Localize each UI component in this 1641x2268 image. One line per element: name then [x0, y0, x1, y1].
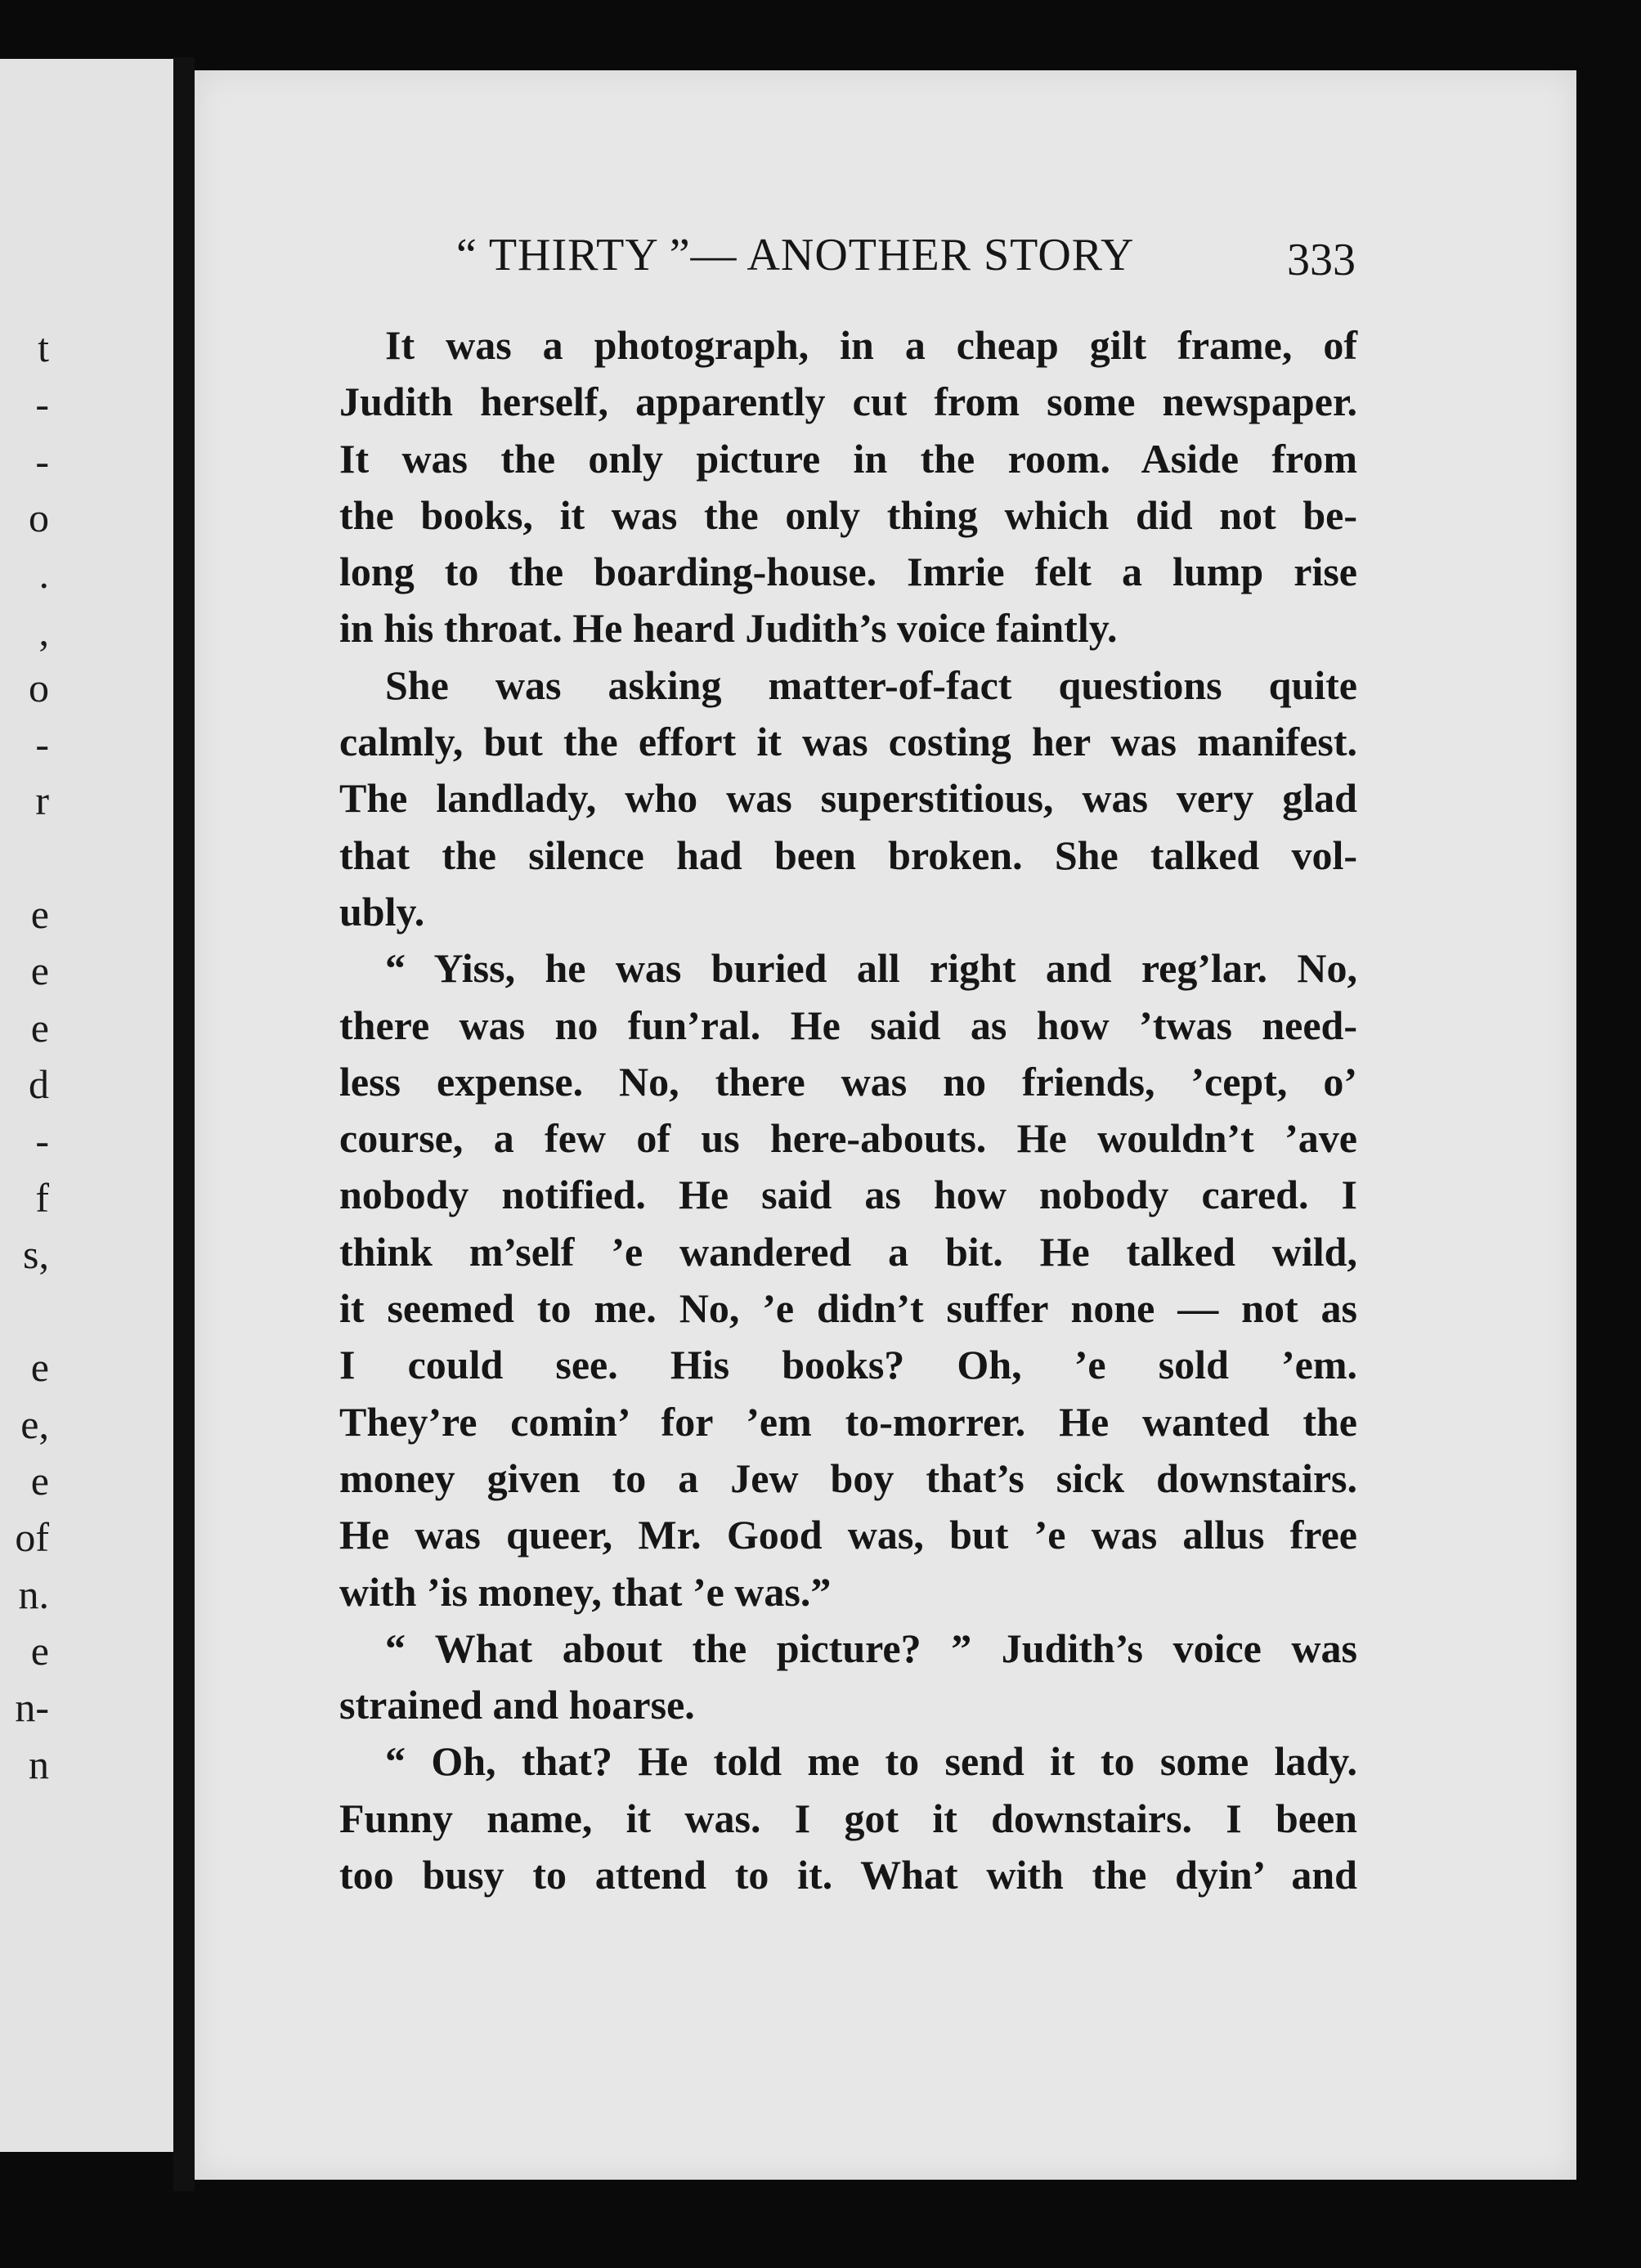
text-line: that the silence had been broken. She talked vol- [339, 831, 1357, 878]
left-page-margin-fragment: d [29, 1060, 49, 1107]
left-page-margin-fragment: o [29, 494, 49, 540]
left-page-margin-fragment: e, [20, 1401, 49, 1447]
left-page-margin-fragment: e [30, 1004, 49, 1051]
page-header [456, 229, 1356, 286]
text-line: The landlady, who was superstitious, was very glad [339, 775, 1357, 822]
left-page-edge [0, 59, 173, 2152]
text-line: He was queer, Mr. Good was, but ’e was allus free [339, 1512, 1357, 1558]
text-line: Judith herself, apparently cut from some newspaper. [339, 379, 1357, 425]
text-line: nobody notified. He said as how nobody cared. I [339, 1172, 1357, 1218]
text-line: calmly, but the effort it was costing her was manifest. [339, 719, 1357, 765]
text-line: “ Oh, that? He told me to send it to some lady. [385, 1738, 1357, 1785]
text-line: strained and hoarse. [339, 1682, 695, 1728]
text-line: “ Yiss, he was buried all right and reg’lar. No, [385, 945, 1357, 992]
text-line: course, a few of us here-abouts. He wouldn’t ’ave [339, 1115, 1357, 1162]
running-head: “ THIRTY ”— ANOTHER STORY [456, 230, 1135, 280]
page-number: 333 [1287, 235, 1356, 285]
left-page-margin-fragment: - [35, 381, 49, 428]
left-page-margin-fragment: - [35, 1118, 49, 1164]
left-page-margin-fragment: e [30, 1627, 49, 1674]
text-line: It was the only picture in the room. Aside from [339, 435, 1357, 482]
left-page-margin-fragment: e [30, 1344, 49, 1391]
left-page-margin-fragment: n. [18, 1571, 49, 1617]
left-page-margin-fragment: - [35, 437, 49, 484]
text-line: the books, it was the only thing which did not be- [339, 491, 1357, 538]
text-line: too busy to attend to it. What with the dyin’ and [339, 1852, 1357, 1898]
left-page-margin-fragment: . [38, 551, 49, 598]
page-gutter [173, 57, 195, 2191]
text-line: I could see. His books? Oh, ’e sold ’em. [339, 1342, 1357, 1388]
left-page-margin-fragment: o [29, 664, 49, 710]
left-page-margin-fragment: t [38, 325, 49, 370]
left-page-margin-fragment: e [30, 948, 49, 994]
left-page-margin-fragment: s, [23, 1230, 49, 1277]
left-page-margin-fragment: e [30, 1458, 49, 1504]
text-line: ubly. [339, 888, 425, 935]
text-line: long to the boarding-house. Imrie felt a lump rise [339, 549, 1357, 595]
text-line: think m’self ’e wandered a bit. He talked wild, [339, 1228, 1357, 1275]
text-line: They’re comin’ for ’em to-morrer. He wanted the [339, 1398, 1357, 1445]
left-page-margin-fragment: f [35, 1174, 49, 1221]
left-page-margin-fragment: , [38, 607, 49, 654]
text-line: there was no fun’ral. He said as how ’twas need- [339, 1002, 1357, 1048]
text-line: “ What about the picture? ” Judith’s voice was [385, 1625, 1357, 1671]
text-line: in his throat. He heard Judith’s voice faintly. [339, 605, 1118, 652]
text-line: money given to a Jew boy that’s sick downstairs. [339, 1454, 1357, 1501]
left-page-margin-fragment: e [30, 891, 49, 937]
left-page-margin-fragment: r [35, 778, 49, 824]
left-page-margin-fragment: - [35, 721, 49, 768]
text-line: Funny name, it was. I got it downstairs. I been [339, 1795, 1357, 1841]
left-page-margin-fragment: n [29, 1741, 49, 1787]
text-line: with ’is money, that ’e was.” [339, 1568, 832, 1615]
text-line: She was asking matter-of-fact questions quite [385, 661, 1357, 708]
left-page-margin-fragment: n- [15, 1684, 49, 1731]
body-text [339, 317, 1357, 1903]
text-line: it seemed to me. No, ’e didn’t suffer none — not as [339, 1285, 1357, 1332]
text-line: It was a photograph, in a cheap gilt frame, of [385, 322, 1357, 368]
text-line: less expense. No, there was no friends, ’cept, o’ [339, 1058, 1357, 1105]
left-page-margin-fragment: of [15, 1514, 49, 1561]
